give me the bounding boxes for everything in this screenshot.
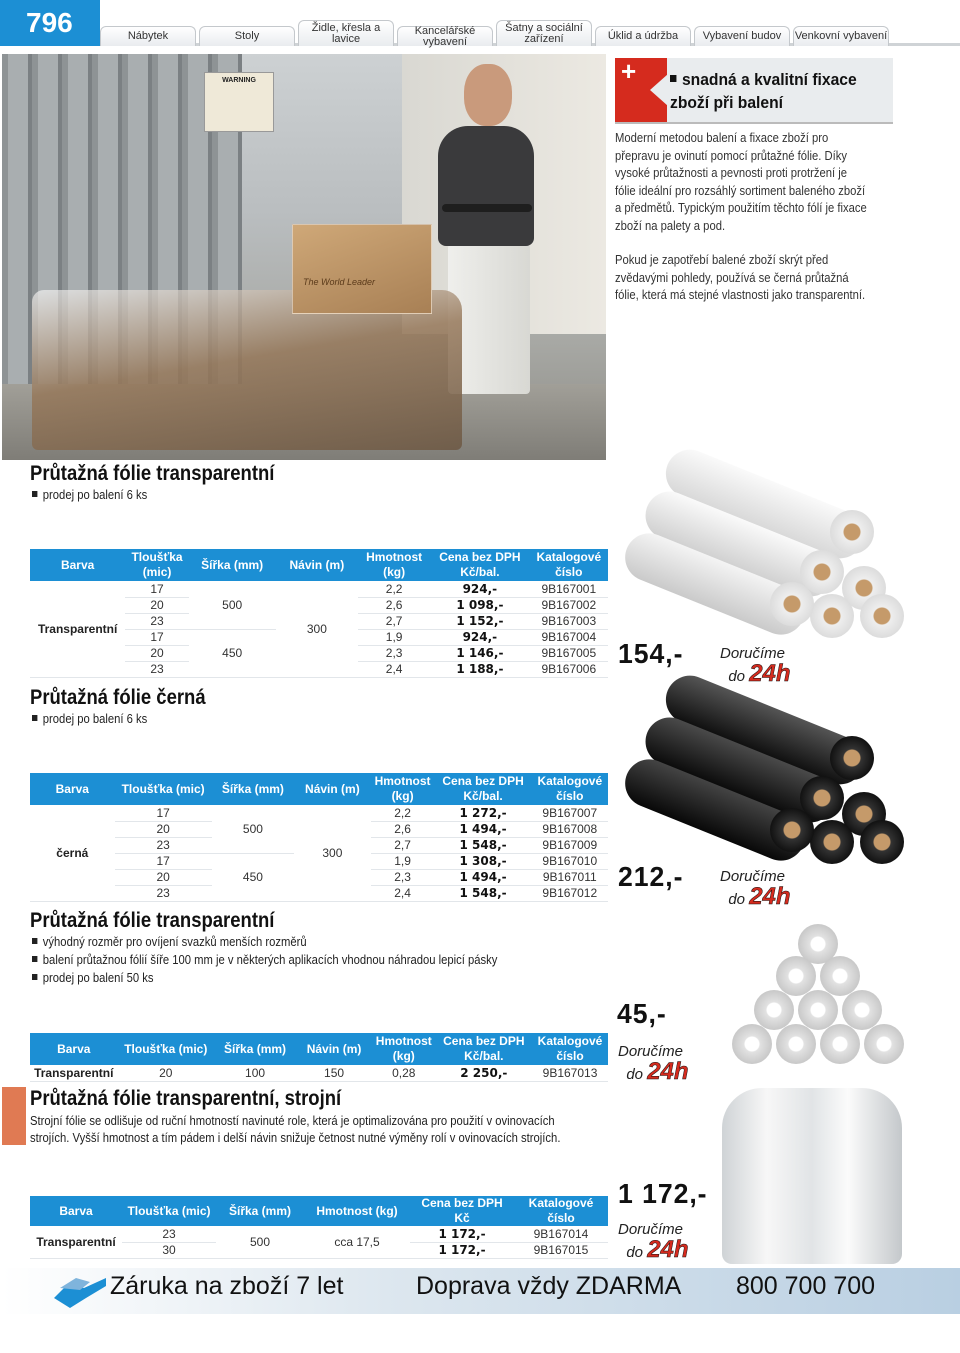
- cell-price: 1 152,-: [430, 613, 530, 629]
- col-length: Návin (m): [276, 549, 359, 581]
- tab-cleaning[interactable]: Úklid a údržba: [595, 26, 691, 46]
- col-length: Návin (m): [294, 773, 370, 805]
- cell-length: 150: [296, 1065, 372, 1081]
- cell-thickness: 20: [118, 1065, 214, 1081]
- section3-bullet-1: výhodný rozměr pro ovíjení svazků menších rozměrů: [32, 935, 307, 949]
- black-rolls-image: [620, 696, 920, 866]
- price-small-transparent: 45,-: [617, 998, 667, 1029]
- cell-catalog: 9B167003: [530, 613, 608, 629]
- cell-length: 300: [294, 805, 370, 901]
- cell-price: 924,-: [430, 629, 530, 645]
- cell-catalog: 9B167015: [514, 1242, 608, 1258]
- cell-catalog: 9B167013: [532, 1065, 608, 1081]
- cell-weight: 0,28: [372, 1065, 436, 1081]
- table-row: [30, 581, 608, 597]
- promo-divider: [615, 122, 893, 124]
- col-weight: Hmotnost (kg): [304, 1196, 410, 1226]
- tab-tables[interactable]: Stoly: [199, 26, 295, 46]
- footer-phone[interactable]: 800 700 700: [736, 1272, 876, 1300]
- col-catalog: Katalogové číslo: [532, 773, 608, 805]
- price-black: 212,-: [618, 861, 684, 892]
- cell-price: 1 548,-: [435, 885, 532, 901]
- cell-weight: 2,2: [371, 805, 435, 821]
- cell-catalog: 9B167009: [532, 837, 608, 853]
- cell-price: 1 188,-: [430, 661, 530, 677]
- cell-weight: 2,3: [358, 645, 430, 661]
- col-length: Návin (m): [296, 1033, 372, 1065]
- col-width: Šířka (mm): [189, 549, 276, 581]
- section3-bullet-3: prodej po balení 50 ks: [32, 971, 154, 985]
- product-table-black: [30, 773, 608, 902]
- cell-catalog: 9B167007: [532, 805, 608, 821]
- cell-catalog: 9B167002: [530, 597, 608, 613]
- footer-warranty: Záruka na zboží 7 let: [110, 1272, 344, 1300]
- white-rolls-image: [620, 470, 920, 640]
- cell-thickness: 20: [115, 821, 212, 837]
- cell-price: 924,-: [430, 581, 530, 597]
- tab-lockers[interactable]: Šatny a sociální zařízení: [496, 20, 592, 46]
- col-catalog: Katalogové číslo: [532, 1033, 608, 1065]
- color-cell: Transparentní: [30, 1226, 122, 1258]
- cell-width: 500: [216, 1226, 304, 1258]
- cell-thickness: 23: [122, 1226, 216, 1242]
- delivery-24h-badge: Doručíme do 24h: [618, 1221, 689, 1263]
- cell-catalog: 9B167005: [530, 645, 608, 661]
- color-cell: Transparentní: [30, 581, 125, 677]
- delivery-24h-badge: Doručíme do 24h: [720, 868, 791, 910]
- cell-weight: 2,7: [371, 837, 435, 853]
- cell-width: 100: [214, 1065, 296, 1081]
- plus-icon: +: [615, 58, 667, 122]
- tab-office[interactable]: Kancelářské vybavení: [397, 26, 493, 46]
- cell-weight: 2,4: [371, 885, 435, 901]
- footer-shipping: Doprava vždy ZDARMA: [416, 1272, 682, 1300]
- col-price: Cena bez DPH Kč: [410, 1196, 514, 1226]
- cell-price: 1 494,-: [435, 869, 532, 885]
- intro-paragraph-2: Pokud je zapotřebí balené zboží skrýt před zvědavými pohledy, používá se černá průtažná fólie, která má stejné vlastnosti jako transparentní.: [615, 253, 866, 302]
- cell-thickness: 23: [125, 613, 189, 629]
- table-row: [30, 805, 608, 821]
- cell-price: 1 548,-: [435, 837, 532, 853]
- product-table-transparent: [30, 549, 608, 678]
- section-title-small-transparent: Průtažná fólie transparentní: [30, 909, 275, 932]
- cell-thickness: 30: [122, 1242, 216, 1258]
- cell-thickness: 17: [115, 853, 212, 869]
- cell-weight: 2,2: [358, 581, 430, 597]
- col-weight: Hmotnost (kg): [358, 549, 430, 581]
- cell-price: 1 308,-: [435, 853, 532, 869]
- cell-thickness: 17: [115, 805, 212, 821]
- tab-outdoor[interactable]: Venkovní vybavení: [793, 26, 889, 46]
- cell-catalog: 9B167011: [532, 869, 608, 885]
- col-price: Cena bez DPH Kč/bal.: [436, 1033, 532, 1065]
- cell-thickness: 23: [115, 885, 212, 901]
- wrapped-pallet: [32, 290, 462, 450]
- cell-thickness: 17: [125, 629, 189, 645]
- cell-weight: 1,9: [371, 853, 435, 869]
- col-weight: Hmotnost (kg): [371, 773, 435, 805]
- cell-catalog: 9B167008: [532, 821, 608, 837]
- section3-bullet-2: balení průtažnou fólií šíře 100 mm je v některých aplikacích vhodnou náhradou lepicí pásky: [32, 953, 497, 967]
- warning-sign: WARNING: [204, 72, 274, 132]
- col-thickness: Tloušťka (mic): [118, 1033, 214, 1065]
- cell-width: 450: [189, 629, 276, 677]
- product-table-machine: [30, 1196, 608, 1259]
- col-catalog: Katalogové číslo: [530, 549, 608, 581]
- cell-weight: 2,7: [358, 613, 430, 629]
- section-title-transparent: Průtažná fólie transparentní: [30, 462, 275, 485]
- section1-bullet: prodej po balení 6 ks: [32, 488, 147, 502]
- col-weight: Hmotnost (kg): [372, 1033, 436, 1065]
- cell-catalog: 9B167014: [514, 1226, 608, 1242]
- section-title-black: Průtažná fólie černá: [30, 686, 206, 709]
- cell-thickness: 20: [125, 597, 189, 613]
- col-thickness: Tloušťka (mic): [122, 1196, 216, 1226]
- section2-bullet: prodej po balení 6 ks: [32, 712, 147, 726]
- cell-thickness: 20: [115, 869, 212, 885]
- cell-weight: 2,6: [358, 597, 430, 613]
- page-number: 796: [0, 0, 100, 46]
- col-catalog: Katalogové číslo: [514, 1196, 608, 1226]
- cell-weight: 2,4: [358, 661, 430, 677]
- category-tab-bar: [100, 22, 960, 46]
- col-price: Cena bez DPH Kč/bal.: [430, 549, 530, 581]
- cell-catalog: 9B167004: [530, 629, 608, 645]
- delivery-24h-badge: Doručíme do 24h: [618, 1043, 689, 1085]
- color-cell: Transparentní: [30, 1065, 118, 1081]
- col-width: Šířka (mm): [212, 773, 295, 805]
- cell-price: 1 172,-: [410, 1226, 514, 1242]
- tab-chairs[interactable]: Židle, křesla a lavice: [298, 20, 394, 46]
- col-color: Barva: [30, 773, 115, 805]
- cell-length: 300: [276, 581, 359, 677]
- col-color: Barva: [30, 1196, 122, 1226]
- col-price: Cena bez DPH Kč/bal.: [435, 773, 532, 805]
- col-color: Barva: [30, 549, 125, 581]
- cell-width: 450: [212, 853, 295, 901]
- cell-catalog: 9B167006: [530, 661, 608, 677]
- cell-weight: 1,9: [358, 629, 430, 645]
- small-rolls-image: [720, 918, 920, 1083]
- cell-thickness: 20: [125, 645, 189, 661]
- tab-building[interactable]: Vybavení budov: [694, 26, 790, 46]
- section4-description: Strojní fólie se odlišuje od ruční hmotností navinuté role, která je optimalizována pro použití v ovinovacích strojích. Vyšší hmotnost a tím pádem i delší návin snižuje četnost nutné výměny rolí v ovinovacích strojích.: [30, 1114, 561, 1145]
- col-thickness: Tloušťka (mic): [115, 773, 212, 805]
- intro-paragraph-1: Moderní metodou balení a fixace zboží pro přepravu je ovinutí pomocí průtažné fólie. Díky vysoké průtažnosti a pevnosti proti protržení je fólie ideální pro rozsáhlý sortiment baleného zboží a předmětů. Typickým použitím těchto fólí je fixace zboží na palety a pod.: [615, 131, 867, 233]
- cell-price: 1 494,-: [435, 821, 532, 837]
- product-table-small-transparent: [30, 1033, 608, 1082]
- tab-furniture[interactable]: Nábytek: [100, 26, 196, 46]
- cell-catalog: 9B167001: [530, 581, 608, 597]
- promo-title: snadná a kvalitní fixace zboží při balení: [670, 70, 857, 112]
- cell-price: 1 272,-: [435, 805, 532, 821]
- hero-photo: [2, 54, 606, 460]
- cell-width: 500: [189, 581, 276, 629]
- table-row: [30, 1065, 608, 1081]
- cell-weight: cca 17,5: [304, 1226, 410, 1258]
- handshake-icon: [50, 1268, 110, 1314]
- cell-thickness: 23: [115, 837, 212, 853]
- col-color: Barva: [30, 1033, 118, 1065]
- col-thickness: Tloušťka (mic): [125, 549, 189, 581]
- col-width: Šířka (mm): [216, 1196, 304, 1226]
- color-cell: černá: [30, 805, 115, 901]
- price-transparent: 154,-: [618, 638, 684, 669]
- cell-catalog: 9B167010: [532, 853, 608, 869]
- cell-price: 1 098,-: [430, 597, 530, 613]
- cell-price: 1 146,-: [430, 645, 530, 661]
- col-width: Šířka (mm): [214, 1033, 296, 1065]
- table-row: [30, 1226, 608, 1242]
- cell-price: 2 250,-: [436, 1065, 532, 1081]
- cell-thickness: 23: [125, 661, 189, 677]
- delivery-24h-badge: Doručíme do 24h: [720, 645, 791, 687]
- cell-weight: 2,3: [371, 869, 435, 885]
- section-marker: [2, 1087, 26, 1145]
- cardboard-box: The World Leader: [292, 224, 432, 314]
- price-machine: 1 172,-: [618, 1178, 708, 1209]
- cell-weight: 2,6: [371, 821, 435, 837]
- section-title-machine: Průtažná fólie transparentní, strojní: [30, 1087, 342, 1110]
- cell-price: 1 172,-: [410, 1242, 514, 1258]
- machine-roll-image: [722, 1088, 902, 1264]
- cell-catalog: 9B167012: [532, 885, 608, 901]
- cell-width: 500: [212, 805, 295, 853]
- cell-thickness: 17: [125, 581, 189, 597]
